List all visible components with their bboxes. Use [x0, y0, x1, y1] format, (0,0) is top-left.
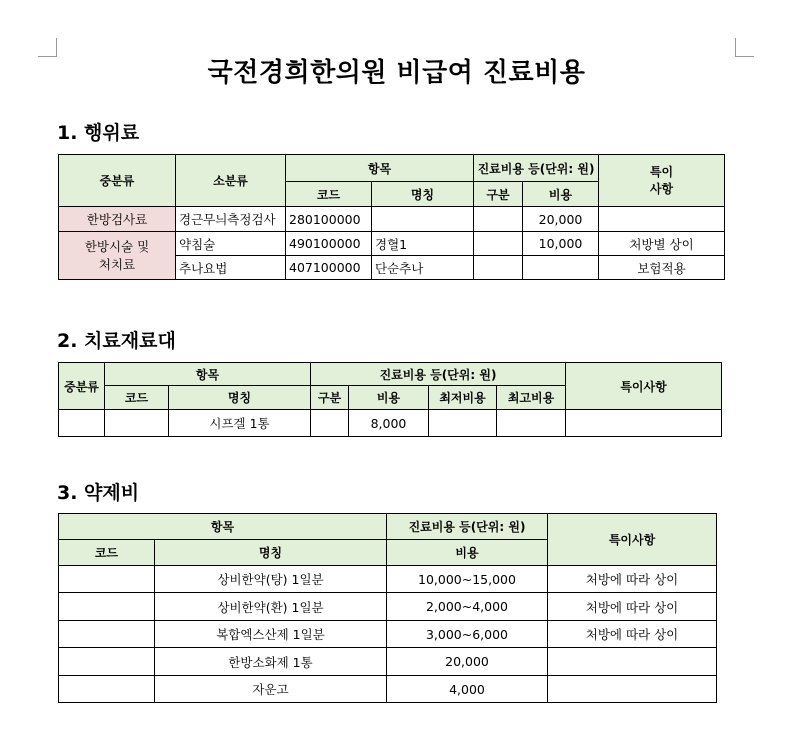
- section2-table: [58, 362, 722, 437]
- cell-special: 처방에 따라 상이: [548, 621, 717, 648]
- cell-cost: 20,000: [387, 648, 548, 676]
- header-cost-group: 진료비용 등(단위: 원): [387, 514, 548, 540]
- cell-code: 490100000: [286, 232, 372, 256]
- cell-cost: 8,000: [349, 410, 429, 437]
- header-cost-group: 진료비용 등(단위: 원): [474, 155, 599, 182]
- header-code: 코드: [286, 182, 372, 207]
- cell-name: 시프겔 1통: [169, 410, 311, 437]
- table-row: [59, 621, 717, 648]
- cell-name: 복합엑스산제 1일분: [155, 621, 387, 648]
- header-special: 특이사항: [548, 514, 717, 566]
- header-name: 명칭: [169, 386, 311, 410]
- table-row: [59, 648, 717, 676]
- header-major: 중분류: [59, 155, 176, 207]
- cell-minor: 약침술: [176, 232, 286, 256]
- table-row: [59, 676, 717, 703]
- header-minor: 소분류: [176, 155, 286, 207]
- cell-minor: 추나요법: [176, 256, 286, 280]
- header-cost: 비용: [349, 386, 429, 410]
- cell-min-cost: [429, 410, 497, 437]
- document-title: 국전경희한의원 비급여 진료비용: [207, 58, 586, 88]
- cell-cost: [523, 256, 599, 280]
- cell-code: [59, 593, 155, 621]
- cell-special: 보험적용: [599, 256, 725, 280]
- cell-minor: 경근무늬측정검사: [176, 207, 286, 232]
- header-item: 항목: [59, 514, 387, 540]
- cell-max-cost: [497, 410, 566, 437]
- cell-special: [548, 648, 717, 676]
- section3-table: [58, 513, 717, 703]
- header-cost-group: 진료비용 등(단위: 원): [311, 363, 566, 386]
- cell-cost: 3,000~6,000: [387, 621, 548, 648]
- cell-cost: 2,000~4,000: [387, 593, 548, 621]
- cell-cost: 4,000: [387, 676, 548, 703]
- header-name: 명칭: [372, 182, 474, 207]
- header-cost: 비용: [523, 182, 599, 207]
- cell-special: 처방에 따라 상이: [548, 593, 717, 621]
- cell-name: 자운고: [155, 676, 387, 703]
- header-min-cost: 최저비용: [429, 386, 497, 410]
- table-row: [59, 232, 725, 256]
- header-special: 특이사항: [566, 363, 722, 410]
- header-code: 코드: [105, 386, 169, 410]
- header-special: 특이 사항: [599, 155, 725, 207]
- cell-type: [474, 232, 523, 256]
- cell-name: 단순추나: [372, 256, 474, 280]
- header-item: 항목: [286, 155, 474, 182]
- section3-heading: 3. 약제비: [57, 482, 140, 504]
- cell-name: 상비한약(환) 1일분: [155, 593, 387, 621]
- cell-type: [311, 410, 349, 437]
- cell-code: [59, 648, 155, 676]
- table-row: [59, 410, 722, 437]
- cell-code: 280100000: [286, 207, 372, 232]
- cell-major: 한방시술 및 처치료: [59, 232, 176, 280]
- header-cost: 비용: [387, 540, 548, 566]
- cell-code: [59, 621, 155, 648]
- header-item: 항목: [105, 363, 311, 386]
- header-type: 구분: [474, 182, 523, 207]
- cell-type: [474, 207, 523, 232]
- cell-code: [59, 566, 155, 593]
- cell-code: 407100000: [286, 256, 372, 280]
- table-row: [59, 566, 717, 593]
- cell-special: [566, 410, 722, 437]
- cell-name: 한방소화제 1통: [155, 648, 387, 676]
- header-code: 코드: [59, 540, 155, 566]
- cell-code: [105, 410, 169, 437]
- cell-special: [599, 207, 725, 232]
- table-row: [59, 593, 717, 621]
- cell-special: [548, 676, 717, 703]
- cell-code: [59, 676, 155, 703]
- cell-name: 경혈1: [372, 232, 474, 256]
- header-name: 명칭: [155, 540, 387, 566]
- section1-table: [58, 154, 725, 280]
- cell-type: [474, 256, 523, 280]
- section1-heading: 1. 행위료: [57, 122, 140, 144]
- cell-cost: 10,000: [523, 232, 599, 256]
- cell-special: 처방에 따라 상이: [548, 566, 717, 593]
- cell-major: [59, 410, 105, 437]
- section2-heading: 2. 치료재료대: [57, 330, 176, 352]
- table-row: [59, 207, 725, 232]
- header-max-cost: 최고비용: [497, 386, 566, 410]
- cell-major: 한방검사료: [59, 207, 176, 232]
- header-major: 중분류: [59, 363, 105, 410]
- cell-special: 처방별 상이: [599, 232, 725, 256]
- cell-cost: 10,000~15,000: [387, 566, 548, 593]
- cell-name: [372, 207, 474, 232]
- cell-cost: 20,000: [523, 207, 599, 232]
- cell-name: 상비한약(탕) 1일분: [155, 566, 387, 593]
- header-type: 구분: [311, 386, 349, 410]
